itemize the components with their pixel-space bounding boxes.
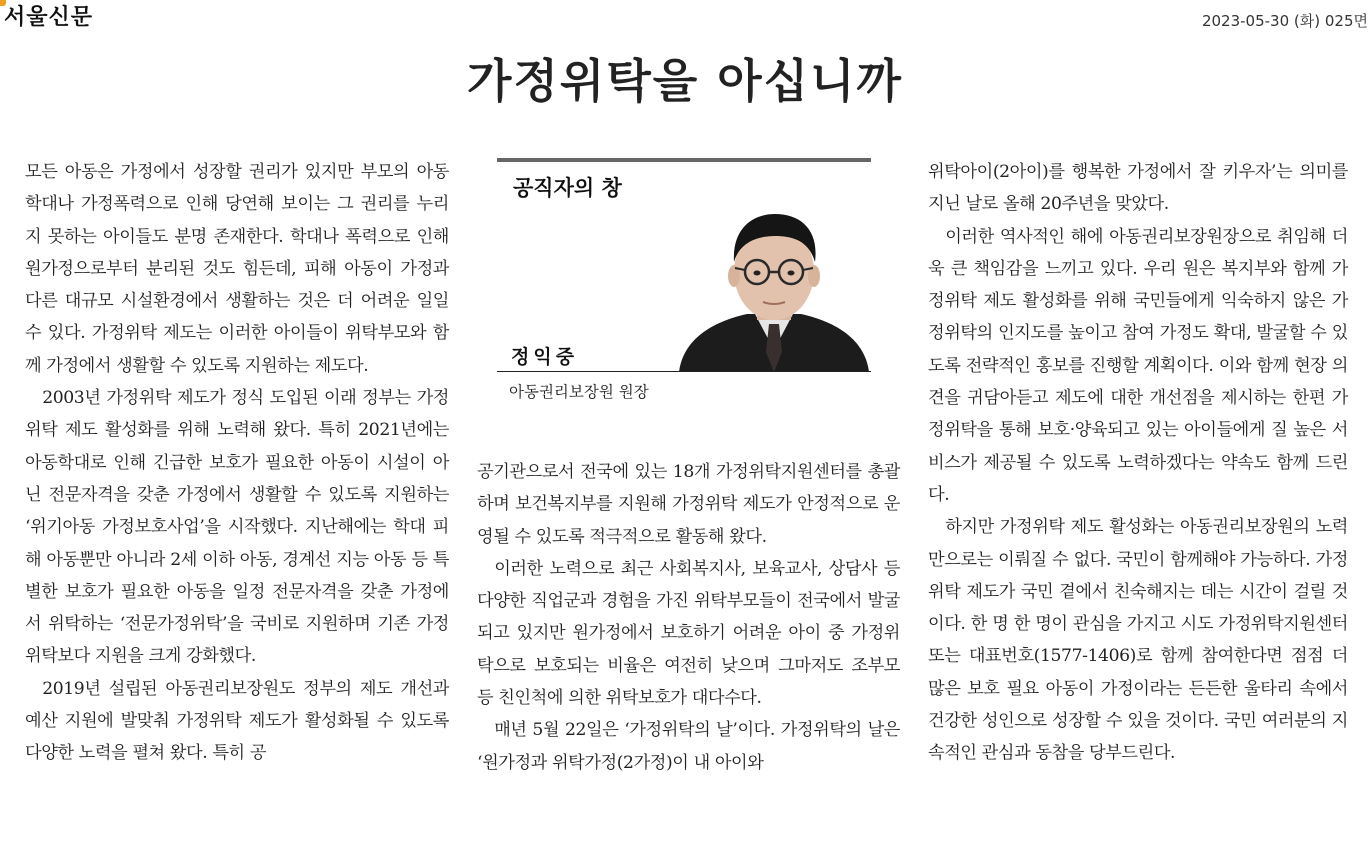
author-title: 아동권리보장원 원장	[509, 383, 649, 401]
paragraph: 위탁아이(2아이)를 행복한 가정에서 잘 키우자’는 의미를 지닌 날로 올해 20주년을 맞았다.	[928, 162, 1348, 215]
paragraph: 이러한 역사적인 해에 아동권리보장원장으로 취임해 더욱 큰 책임감을 느끼고 있다. 우리 원은 복지부와 함께 가정위탁 제도 활성화를 위해 국민들에게 익숙하지 않은 가정위탁의 인지도를 높이고 참여 가정도 확대, 발굴할 수 있도록 전략적인 홍보를 진행할 계획이다. 이와 함께 현장 의견을 귀담아듣고 제도에 대한 개선점을 제시하는 한편 가정위탁을 통해 보호·양육되고 있는 아이들에게 질 높은 서비스가 제공될 수 있도록 노력하겠다는 약속도 함께 드린다.	[928, 226, 1348, 505]
author-portrait	[677, 202, 871, 372]
masthead-logo: 서울신문	[4, 5, 94, 30]
paragraph: 2003년 가정위탁 제도가 정식 도입된 이래 정부는 가정위탁 제도 활성화를 위해 노력해 왔다. 특히 2021년에는 아동학대로 인해 긴급한 보호가 필요한 아동이 시설이 아닌 전문자격을 갖춘 가정에서 생활할 수 있도록 지원하는 ‘위기아동 가정보호사업’을 시작했다. 지난해에는 학대 피해 아동뿐만 아니라 2세 이하 아동, 경계선 지능 아동 등 특별한 보호가 필요한 아동을 일정 전문자격을 갖춘 가정에서 위탁하는 ‘전문가정위탁’을 국비로 지원하며 기존 가정위탁보다 지원을 크게 강화했다.	[25, 388, 449, 667]
byline-bottom-rule	[497, 371, 871, 372]
byline-top-rule	[497, 158, 871, 162]
author-name: 정익중	[511, 346, 579, 368]
column-name: 공직자의 창	[513, 176, 622, 200]
paragraph: 이러한 노력으로 최근 사회복지사, 보육교사, 상담사 등 다양한 직업군과 경험을 가진 위탁부모들이 전국에서 발굴되고 있지만 원가정에서 보호하기 어려운 아이 중 가정위탁으로 보호되는 비율은 여전히 낮으며 그마저도 조부모 등 친인척에 의한 위탁보호가 대다수다.	[477, 558, 900, 709]
headline: 가정위탁을 아십니까	[467, 54, 903, 108]
dateline: 2023-05-30 (화) 025면	[1201, 12, 1368, 30]
article-column-3	[928, 156, 1348, 770]
column-byline-box	[497, 158, 871, 402]
paragraph: 공기관으로서 전국에 있는 18개 가정위탁지원센터를 총괄하며 보건복지부를 지원해 가정위탁 제도가 안정적으로 운영될 수 있도록 적극적으로 활동해 왔다.	[477, 462, 900, 547]
article-column-1	[25, 156, 449, 770]
paragraph: 매년 5월 22일은 ‘가정위탁의 날’이다. 가정위탁의 날은 ‘원가정과 위탁가정(2가정)이 내 아이와	[477, 720, 900, 773]
paragraph: 2019년 설립된 아동권리보장원도 정부의 제도 개선과 예산 지원에 발맞춰 가정위탁 제도가 활성화될 수 있도록 다양한 노력을 펼쳐 왔다. 특히 공	[25, 678, 449, 764]
paragraph: 모든 아동은 가정에서 성장할 권리가 있지만 부모의 아동학대나 가정폭력으로 인해 당연해 보이는 그 권리를 누리지 못하는 아이들도 분명 존재한다. 학대나 폭력으로 인해 원가정으로부터 분리된 것도 힘든데, 피해 아동이 가정과 다른 대규모 시설환경에서 생활하는 것은 더 어려운 일일 수 있다. 가정위탁 제도는 이러한 아이들이 위탁부모와 함께 가정에서 생활할 수 있도록 지원하는 제도다.	[25, 162, 449, 376]
article-column-2	[477, 456, 900, 779]
paragraph: 하지만 가정위탁 제도 활성화는 아동권리보장원의 노력만으로는 이뤄질 수 없다. 국민이 함께해야 가능하다. 가정위탁 제도가 국민 곁에서 친숙해지는 데는 시간이 걸릴 것이다. 한 명 한 명이 관심을 가지고 시도 가정위탁지원센터 또는 대표번호(1577-1406)로 함께 참여한다면 점점 더 많은 보호 필요 아동이 가정이라는 든든한 울타리 속에서 건강한 성인으로 성장할 수 있을 것이다. 국민 여러분의 지속적인 관심과 동참을 당부드린다.	[928, 517, 1348, 764]
